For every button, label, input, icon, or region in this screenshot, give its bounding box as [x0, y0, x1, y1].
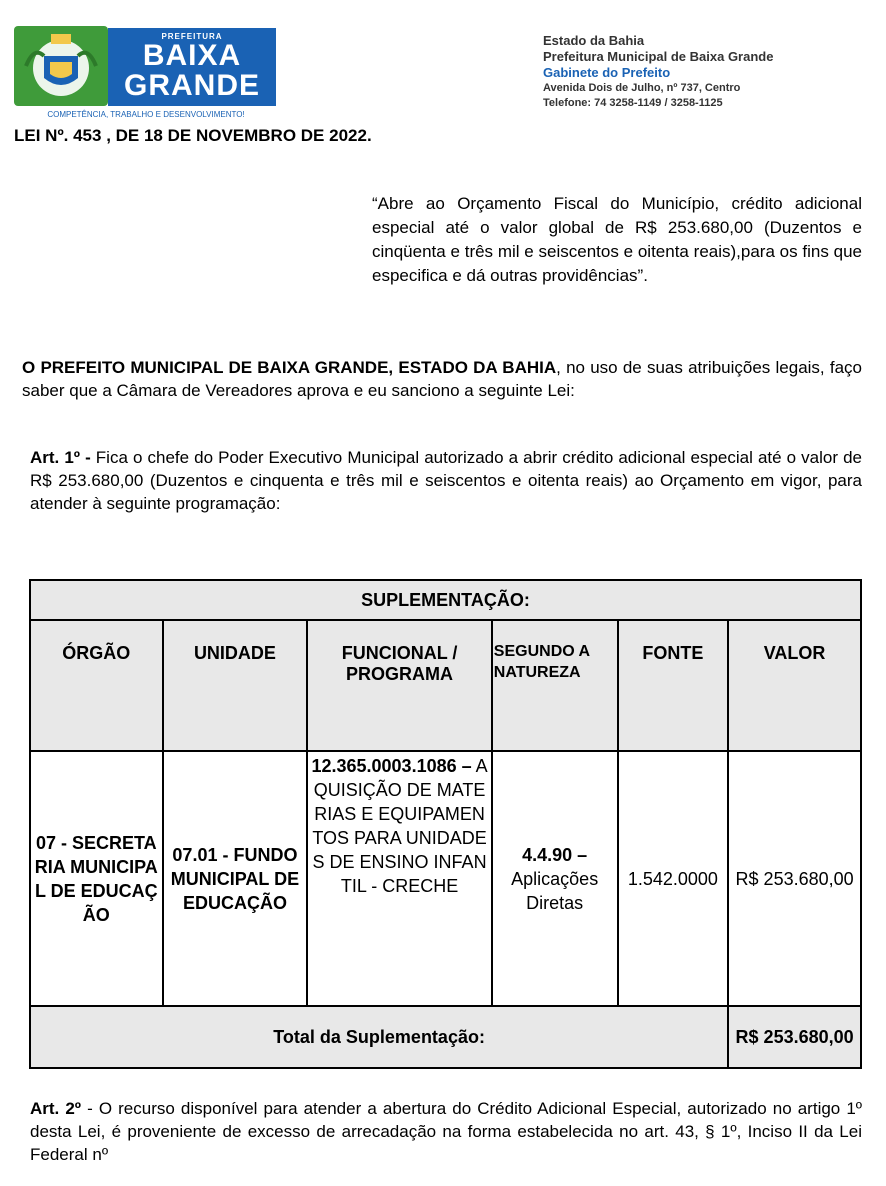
- cell-funcional: [307, 751, 491, 1006]
- municipal-logo: [14, 26, 278, 122]
- coat-of-arms-icon: [14, 26, 108, 106]
- article-2-text: - O recurso disponível para atender a abertura do Crédito Adicional Especial, autorizado no artigo 1º desta Lei, é proveniente de excesso de arrecadação na forma estabelecida no art. 43, § 1º, Inciso II da Lei Federal nº: [30, 1099, 862, 1164]
- article-1-text: Fica o chefe do Poder Executivo Municipal autorizado a abrir crédito adicional especial até o valor de R$ 253.680,00 (Duzentos e cinquenta e três mil e seiscentos e oitenta reais) ao Orçamento em vigor, para atender à seguinte programação:: [30, 448, 862, 513]
- letterhead: [543, 33, 873, 111]
- article-2-label: Art. 2º: [30, 1099, 82, 1118]
- header-funcional: FUNCIONAL / PROGRAMA: [307, 620, 491, 751]
- preamble-bold: O PREFEITO MUNICIPAL DE BAIXA GRANDE, ESTADO DA BAHIA: [22, 358, 557, 377]
- supplementation-table: [29, 579, 862, 1069]
- header-valor: VALOR: [728, 620, 861, 751]
- logo-prefeitura: PREFEITURA: [161, 32, 223, 41]
- header-fonte: FONTE: [618, 620, 729, 751]
- cell-valor: R$ 253.680,00: [728, 751, 861, 1006]
- brand-box: [108, 28, 276, 106]
- total-row: [30, 1006, 861, 1068]
- letterhead-telefone: Telefone: 74 3258-1149 / 3258-1125: [543, 97, 723, 109]
- cell-natureza-code: 4.4.90 –: [522, 844, 588, 865]
- law-summary: “Abre ao Orçamento Fiscal do Município, crédito adicional especial até o valor global de R$ 253.680,00 (Duzentos e cinqüenta e três mil e seiscentos e oitenta reais),para os fins que especifica e dá outras providências”.: [372, 194, 862, 285]
- cell-funcional-code: 12.365.0003.1086 –: [311, 756, 472, 776]
- letterhead-estado: Estado da Bahia: [543, 33, 645, 48]
- cell-unidade: 07.01 - FUNDO MUNICIPAL DE EDUCAÇÃO: [163, 751, 308, 1006]
- logo-name-line1: BAIXA: [142, 39, 242, 72]
- article-2: [30, 1097, 862, 1166]
- cell-orgao: 07 - SECRETARIA MUNICIPAL DE EDUCAÇÃO: [30, 751, 163, 1006]
- header-orgao: ÓRGÃO: [30, 620, 163, 751]
- total-value: R$ 253.680,00: [728, 1006, 861, 1068]
- preamble-text: , no uso de suas atribuições legais, faço saber que a Câmara de Vereadores aprova e eu sanciono a seguinte Lei:: [22, 358, 863, 400]
- header-unidade: UNIDADE: [163, 620, 308, 751]
- cell-natureza-desc: Aplicações Diretas: [511, 868, 599, 913]
- law-title: LEI Nº. 453 , DE 18 DE NOVEMBRO DE 2022.: [14, 126, 372, 145]
- article-1-label: Art. 1º -: [30, 448, 91, 467]
- total-label: Total da Suplementação:: [30, 1006, 728, 1068]
- letterhead-gabinete: Gabinete do Prefeito: [543, 65, 671, 80]
- letterhead-prefeitura: Prefeitura Municipal de Baixa Grande: [543, 49, 774, 64]
- letterhead-endereco: Avenida Dois de Julho, nº 737, Centro: [543, 82, 741, 94]
- cell-fonte: 1.542.0000: [618, 751, 729, 1006]
- header-natureza: SEGUNDO A NATUREZA: [492, 620, 618, 751]
- logo-slogan: COMPETÊNCIA, TRABALHO E DESENVOLVIMENTO!: [47, 110, 245, 119]
- logo-name-line2: GRANDE: [123, 69, 260, 102]
- article-1: [30, 446, 862, 515]
- preamble-paragraph: [22, 356, 862, 402]
- cell-funcional-desc: AQUISIÇÃO DE MATERIAS E EQUIPAMENTOS PARA UNIDADES DE ENSINO INFANTIL - CRECHE: [312, 756, 488, 896]
- table-title: SUPLEMENTAÇÃO:: [30, 580, 861, 620]
- table-row: [30, 751, 861, 1006]
- cell-natureza: [492, 751, 618, 1006]
